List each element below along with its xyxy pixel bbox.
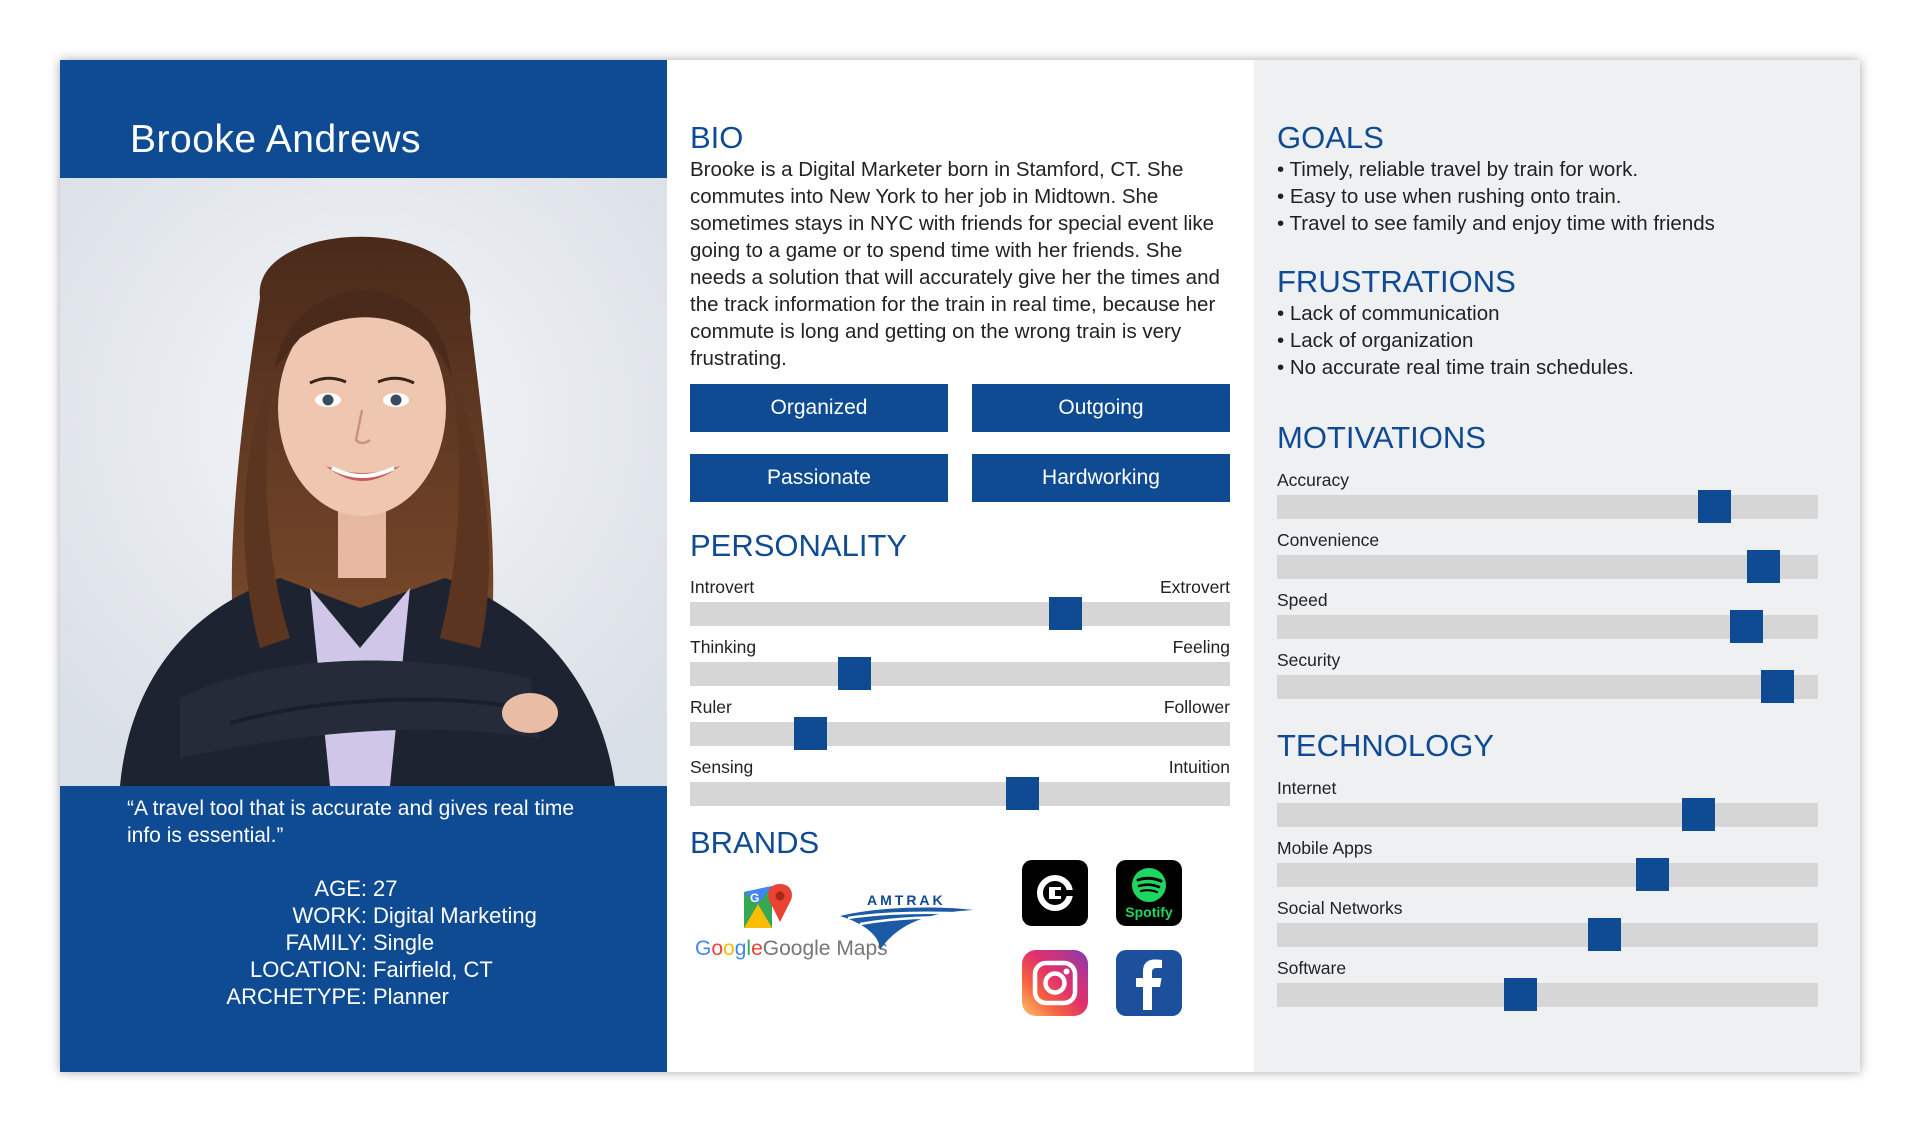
goal-item: • Easy to use when rushing onto train.: [1277, 185, 1622, 208]
technology-heading: TECHNOLOGY: [1277, 728, 1495, 763]
brand-facebook: [1116, 950, 1182, 1016]
scale-left-label: Introvert: [690, 577, 755, 597]
motivation-marker: [1761, 670, 1794, 703]
instagram-icon: [1022, 950, 1088, 1016]
technology-marker: [1636, 858, 1669, 891]
uber-icon: [1022, 860, 1088, 926]
motivations-heading: MOTIVATIONS: [1277, 420, 1486, 455]
motivation-label: Security: [1277, 650, 1341, 670]
scale-track: [690, 722, 1230, 746]
trait-organized: Organized: [690, 384, 948, 432]
stat-location: [130, 956, 610, 983]
technology-track: [1277, 863, 1818, 887]
brands-heading: BRANDS: [690, 825, 820, 860]
stat-age: [130, 875, 610, 902]
scale-marker: [838, 657, 871, 690]
technology-internet: [1277, 778, 1818, 833]
brand-spotify: [1116, 860, 1182, 926]
brand-amtrak: [840, 892, 975, 952]
technology-label: Internet: [1277, 778, 1337, 798]
stat-value: Single: [373, 930, 435, 955]
amtrak-wordmark: AMTRAK: [867, 892, 946, 908]
frustration-item: • Lack of communication: [1277, 302, 1500, 325]
motivation-marker: [1730, 610, 1763, 643]
bio-panel: [667, 60, 1254, 1072]
motivation-label: Accuracy: [1277, 470, 1349, 490]
personality-heading: PERSONALITY: [690, 528, 908, 563]
technology-social-networks: [1277, 898, 1818, 953]
frustration-item: • Lack of organization: [1277, 329, 1474, 352]
technology-label: Mobile Apps: [1277, 838, 1373, 858]
motivation-track: [1277, 555, 1818, 579]
stat-family: [130, 929, 610, 956]
technology-label: Social Networks: [1277, 898, 1403, 918]
trait-hardworking: Hardworking: [972, 454, 1230, 502]
google-maps-label: Google Maps: [762, 937, 888, 960]
svg-text:G: G: [750, 891, 760, 905]
bio-heading: BIO: [690, 120, 744, 155]
bio-text: Brooke is a Digital Marketer born in Stamford, CT. She commutes into New York to her job in Midtown. She sometimes stays in NYC with friends for special event like going to a game or to spend time with her friends. She needs a solution that will accurately give her the times and the track information for the train in real time, because her commute is long and getting on the wrong train is very frustrating.: [690, 158, 1220, 370]
stat-value: 27: [373, 876, 398, 901]
technology-mobile-apps: [1277, 838, 1818, 893]
scale-marker: [794, 717, 827, 750]
stat-value: Planner: [373, 984, 449, 1009]
stat-value: Digital Marketing: [373, 903, 537, 928]
technology-marker: [1682, 798, 1715, 831]
scale-left-label: Ruler: [690, 697, 732, 717]
technology-track: [1277, 923, 1818, 947]
needs-panel: [1254, 60, 1860, 1072]
technology-marker: [1588, 918, 1621, 951]
persona-stats: [130, 875, 610, 1010]
scale-track: [690, 662, 1230, 686]
scale-left-label: Sensing: [690, 757, 754, 777]
frustrations-heading: FRUSTRATIONS: [1277, 264, 1516, 299]
google-maps-wordmark: GoogleGoogle Maps: [695, 937, 888, 960]
scale-right-label: Feeling: [1172, 637, 1230, 657]
brand-google-maps: [695, 882, 888, 972]
stat-label: AGE:: [314, 876, 367, 901]
amtrak-swoosh-icon: [840, 904, 975, 954]
trait-outgoing: Outgoing: [972, 384, 1230, 432]
trait-passionate: Passionate: [690, 454, 948, 502]
stat-work: [130, 902, 610, 929]
stat-label: FAMILY:: [285, 930, 367, 955]
stat-label: ARCHETYPE:: [226, 984, 367, 1009]
persona-photo: [60, 178, 667, 786]
brand-uber: [1022, 860, 1088, 926]
facebook-icon: [1116, 950, 1182, 1016]
stat-label: WORK:: [292, 903, 367, 928]
personality-scale-ruler-follower: [690, 697, 1230, 752]
technology-track: [1277, 803, 1818, 827]
goal-item: • Travel to see family and enjoy time with friends: [1277, 212, 1715, 235]
motivation-convenience: [1277, 530, 1818, 585]
motivation-marker: [1698, 490, 1731, 523]
profile-panel: [60, 60, 667, 1072]
brand-instagram: [1022, 950, 1088, 1016]
persona-name: Brooke Andrews: [130, 118, 421, 161]
motivation-track: [1277, 495, 1818, 519]
goals-heading: GOALS: [1277, 120, 1384, 155]
persona-card: [60, 60, 1860, 1072]
motivation-accuracy: [1277, 470, 1818, 525]
goal-item: • Timely, reliable travel by train for work.: [1277, 158, 1639, 181]
scale-left-label: Thinking: [690, 637, 757, 657]
stat-archetype: [130, 983, 610, 1010]
scale-track: [690, 602, 1230, 626]
motivation-security: [1277, 650, 1818, 705]
motivation-track: [1277, 675, 1818, 699]
persona-quote: “A travel tool that is accurate and gives real time info is essential.”: [127, 797, 575, 847]
personality-scale-sensing-intuition: [690, 757, 1230, 812]
scale-marker: [1006, 777, 1039, 810]
goals-list: [1277, 156, 1715, 237]
stat-label: LOCATION:: [250, 957, 367, 982]
scale-right-label: Follower: [1163, 697, 1230, 717]
frustrations-list: [1277, 300, 1634, 381]
technology-marker: [1504, 978, 1537, 1011]
personality-scale-thinking-feeling: [690, 637, 1230, 692]
motivation-marker: [1747, 550, 1780, 583]
scale-right-label: Intuition: [1168, 757, 1230, 777]
stat-value: Fairfield, CT: [373, 957, 493, 982]
technology-software: [1277, 958, 1818, 1013]
motivation-label: Convenience: [1277, 530, 1380, 550]
personality-scale-introvert-extrovert: [690, 577, 1230, 632]
frustration-item: • No accurate real time train schedules.: [1277, 356, 1634, 379]
motivation-label: Speed: [1277, 590, 1328, 610]
portrait-illustration: [60, 178, 667, 786]
scale-track: [690, 782, 1230, 806]
scale-right-label: Extrovert: [1159, 577, 1230, 597]
google-maps-icon: [740, 882, 796, 932]
technology-label: Software: [1277, 958, 1347, 978]
technology-track: [1277, 983, 1818, 1007]
motivation-speed: [1277, 590, 1818, 645]
spotify-wordmark: Spotify: [1125, 904, 1173, 920]
scale-marker: [1049, 597, 1082, 630]
